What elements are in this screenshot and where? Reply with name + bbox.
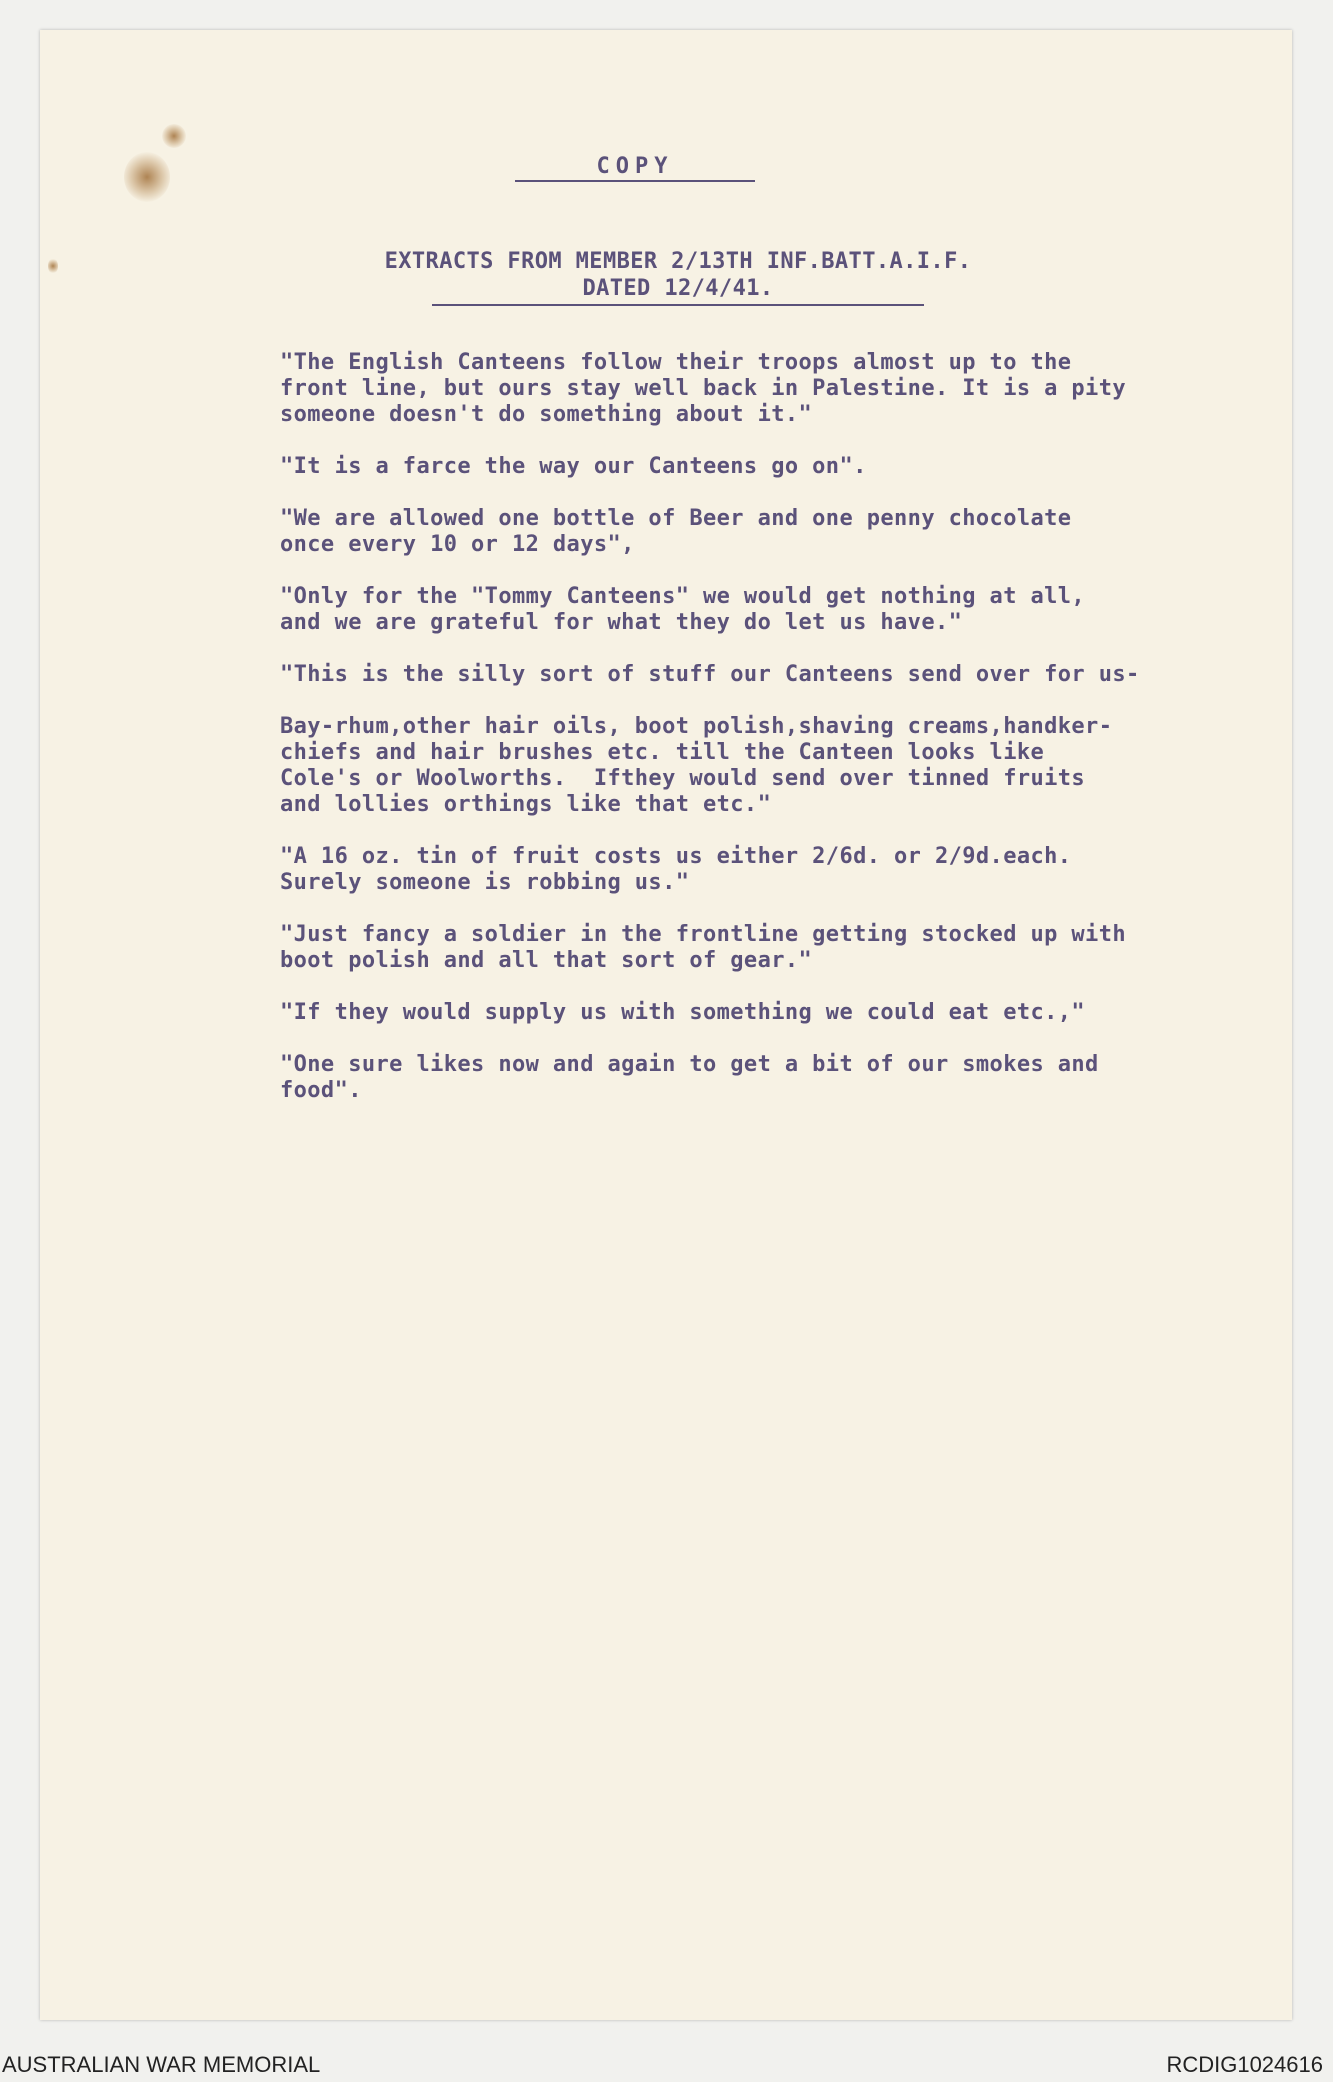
quote-paragraph: "One sure likes now and again to get a bit of our smokes and food".: [280, 1052, 1099, 1103]
quote-paragraph: "Just fancy a soldier in the frontline getting stocked up with boot polish and all that sort of gear.": [280, 922, 1126, 973]
quote-paragraph: "If they would supply us with something we could eat etc.,": [280, 1000, 1086, 1025]
title-line-2: DATED 12/4/41.: [432, 275, 923, 306]
rust-stain: [162, 124, 186, 148]
document-title: [328, 248, 1028, 306]
footer-institution: AUSTRALIAN WAR MEMORIAL: [2, 2052, 321, 2077]
quote-list: [280, 350, 1280, 1130]
quote-paragraph: "This is the silly sort of stuff our Canteens send over for us-: [280, 662, 1140, 687]
quote-paragraph: "Only for the "Tommy Canteens" we would get nothing at all, and we are grateful for what they do let us have.": [280, 584, 1086, 635]
title-line-1: EXTRACTS FROM MEMBER 2/13TH INF.BATT.A.I.F.: [384, 249, 972, 274]
typed-document-page: [40, 30, 1292, 2020]
rust-stain: [124, 152, 170, 202]
quote-paragraph: "The English Canteens follow their troops almost up to the front line, but ours stay well back in Palestine. It is a pity someone doesn't do something about it.": [280, 350, 1126, 427]
quote-paragraph: "We are allowed one bottle of Beer and one penny chocolate once every 10 or 12 days",: [280, 506, 1072, 557]
quote-paragraph: "It is a farce the way our Canteens go on".: [280, 454, 867, 479]
footer-record-id: RCDIG1024616: [1166, 2052, 1323, 2077]
rust-stain: [48, 258, 58, 274]
quote-paragraph: Bay-rhum,other hair oils, boot polish,shaving creams,handker- chiefs and hair brushes etc. till the Canteen looks like Cole's or Woolworths. Ifthey would send over tinned fruits and lollies orthings like that etc.": [280, 714, 1113, 817]
copy-heading: COPY: [515, 154, 755, 182]
quote-paragraph: "A 16 oz. tin of fruit costs us either 2/6d. or 2/9d.each. Surely someone is robbing us.": [280, 844, 1072, 895]
